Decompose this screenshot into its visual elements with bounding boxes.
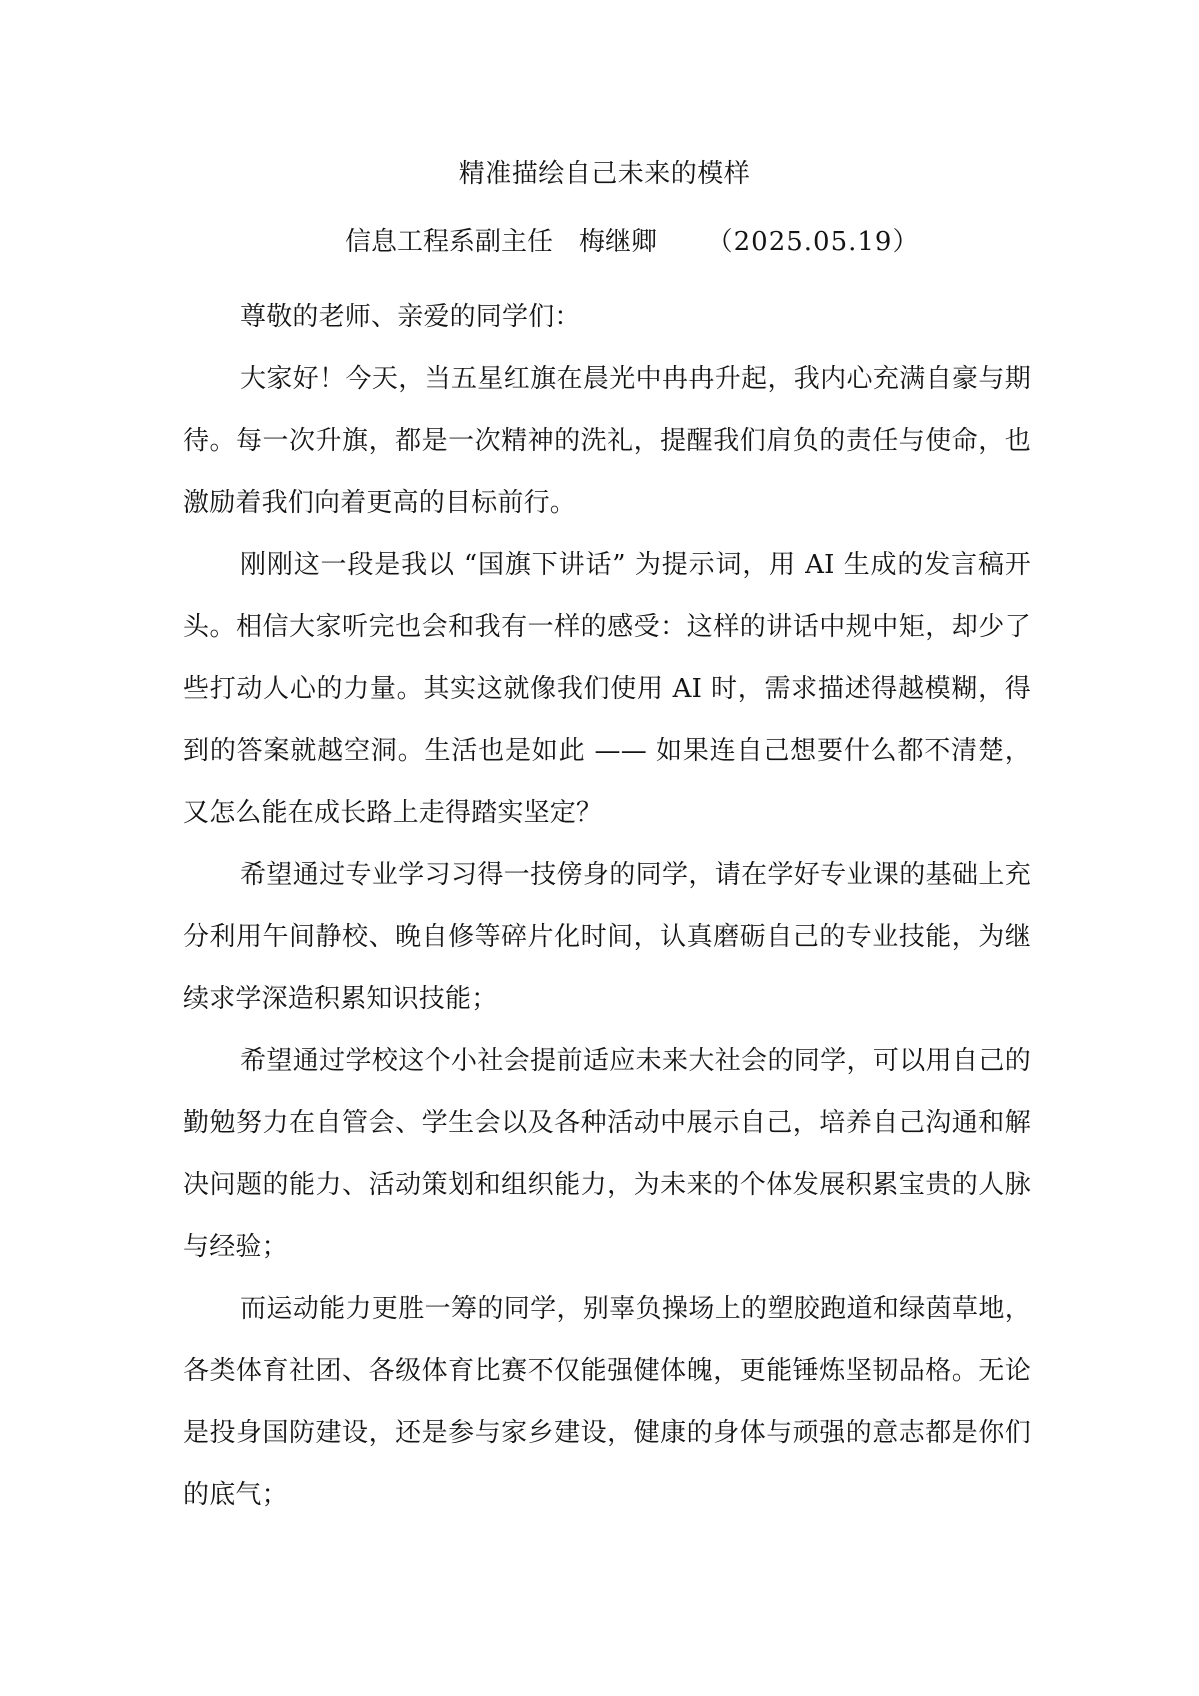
greeting-paragraph: 尊敬的老师、亲爱的同学们： <box>240 302 581 332</box>
paragraph: 希望通过专业学习习得一技傍身的同学，请在学好专业课的基础上充分利用午间静校、晚自修等碎片化时间，认真磨砺自己的专业技能，为继续求学深造积累知识技能； <box>183 860 1031 1014</box>
speech-body <box>183 286 1031 1526</box>
byline <box>345 226 919 258</box>
paragraph: 刚刚这一段是我以 “国旗下讲话” 为提示词，用 AI 生成的发言稿开头。相信大家听完也会和我有一样的感受：这样的讲话中规中矩，却少了些打动人心的力量。其实这就像我们使用 AI 时，需求描述得越模糊，得到的答案就越空洞。生活也是如此 —— 如果连自己想要什么都不清楚，又怎么能在成长路上走得踏实坚定？ <box>183 550 1031 828</box>
paragraph: 而运动能力更胜一筹的同学，别辜负操场上的塑胶跑道和绿茵草地，各类体育社团、各级体育比赛不仅能强健体魄，更能锤炼坚韧品格。无论是投身国防建设，还是参与家乡建设，健康的身体与顽强的意志都是你们的底气； <box>183 1294 1031 1510</box>
paragraph: 希望通过学校这个小社会提前适应未来大社会的同学，可以用自己的勤勉努力在自管会、学生会以及各种活动中展示自己，培养自己沟通和解决问题的能力、活动策划和组织能力，为未来的个体发展积累宝贵的人脉与经验； <box>183 1046 1031 1262</box>
document-title: 精准描绘自己未来的模样 <box>458 159 751 189</box>
author-line: 信息工程系副主任 梅继卿 <box>345 227 658 257</box>
paragraph: 大家好！今天，当五星红旗在晨光中冉冉升起，我内心充满自豪与期待。每一次升旗，都是一次精神的洗礼，提醒我们肩负的责任与使命，也激励着我们向着更高的目标前行。 <box>183 364 1031 518</box>
date-line: （2025.05.19） <box>706 227 920 257</box>
